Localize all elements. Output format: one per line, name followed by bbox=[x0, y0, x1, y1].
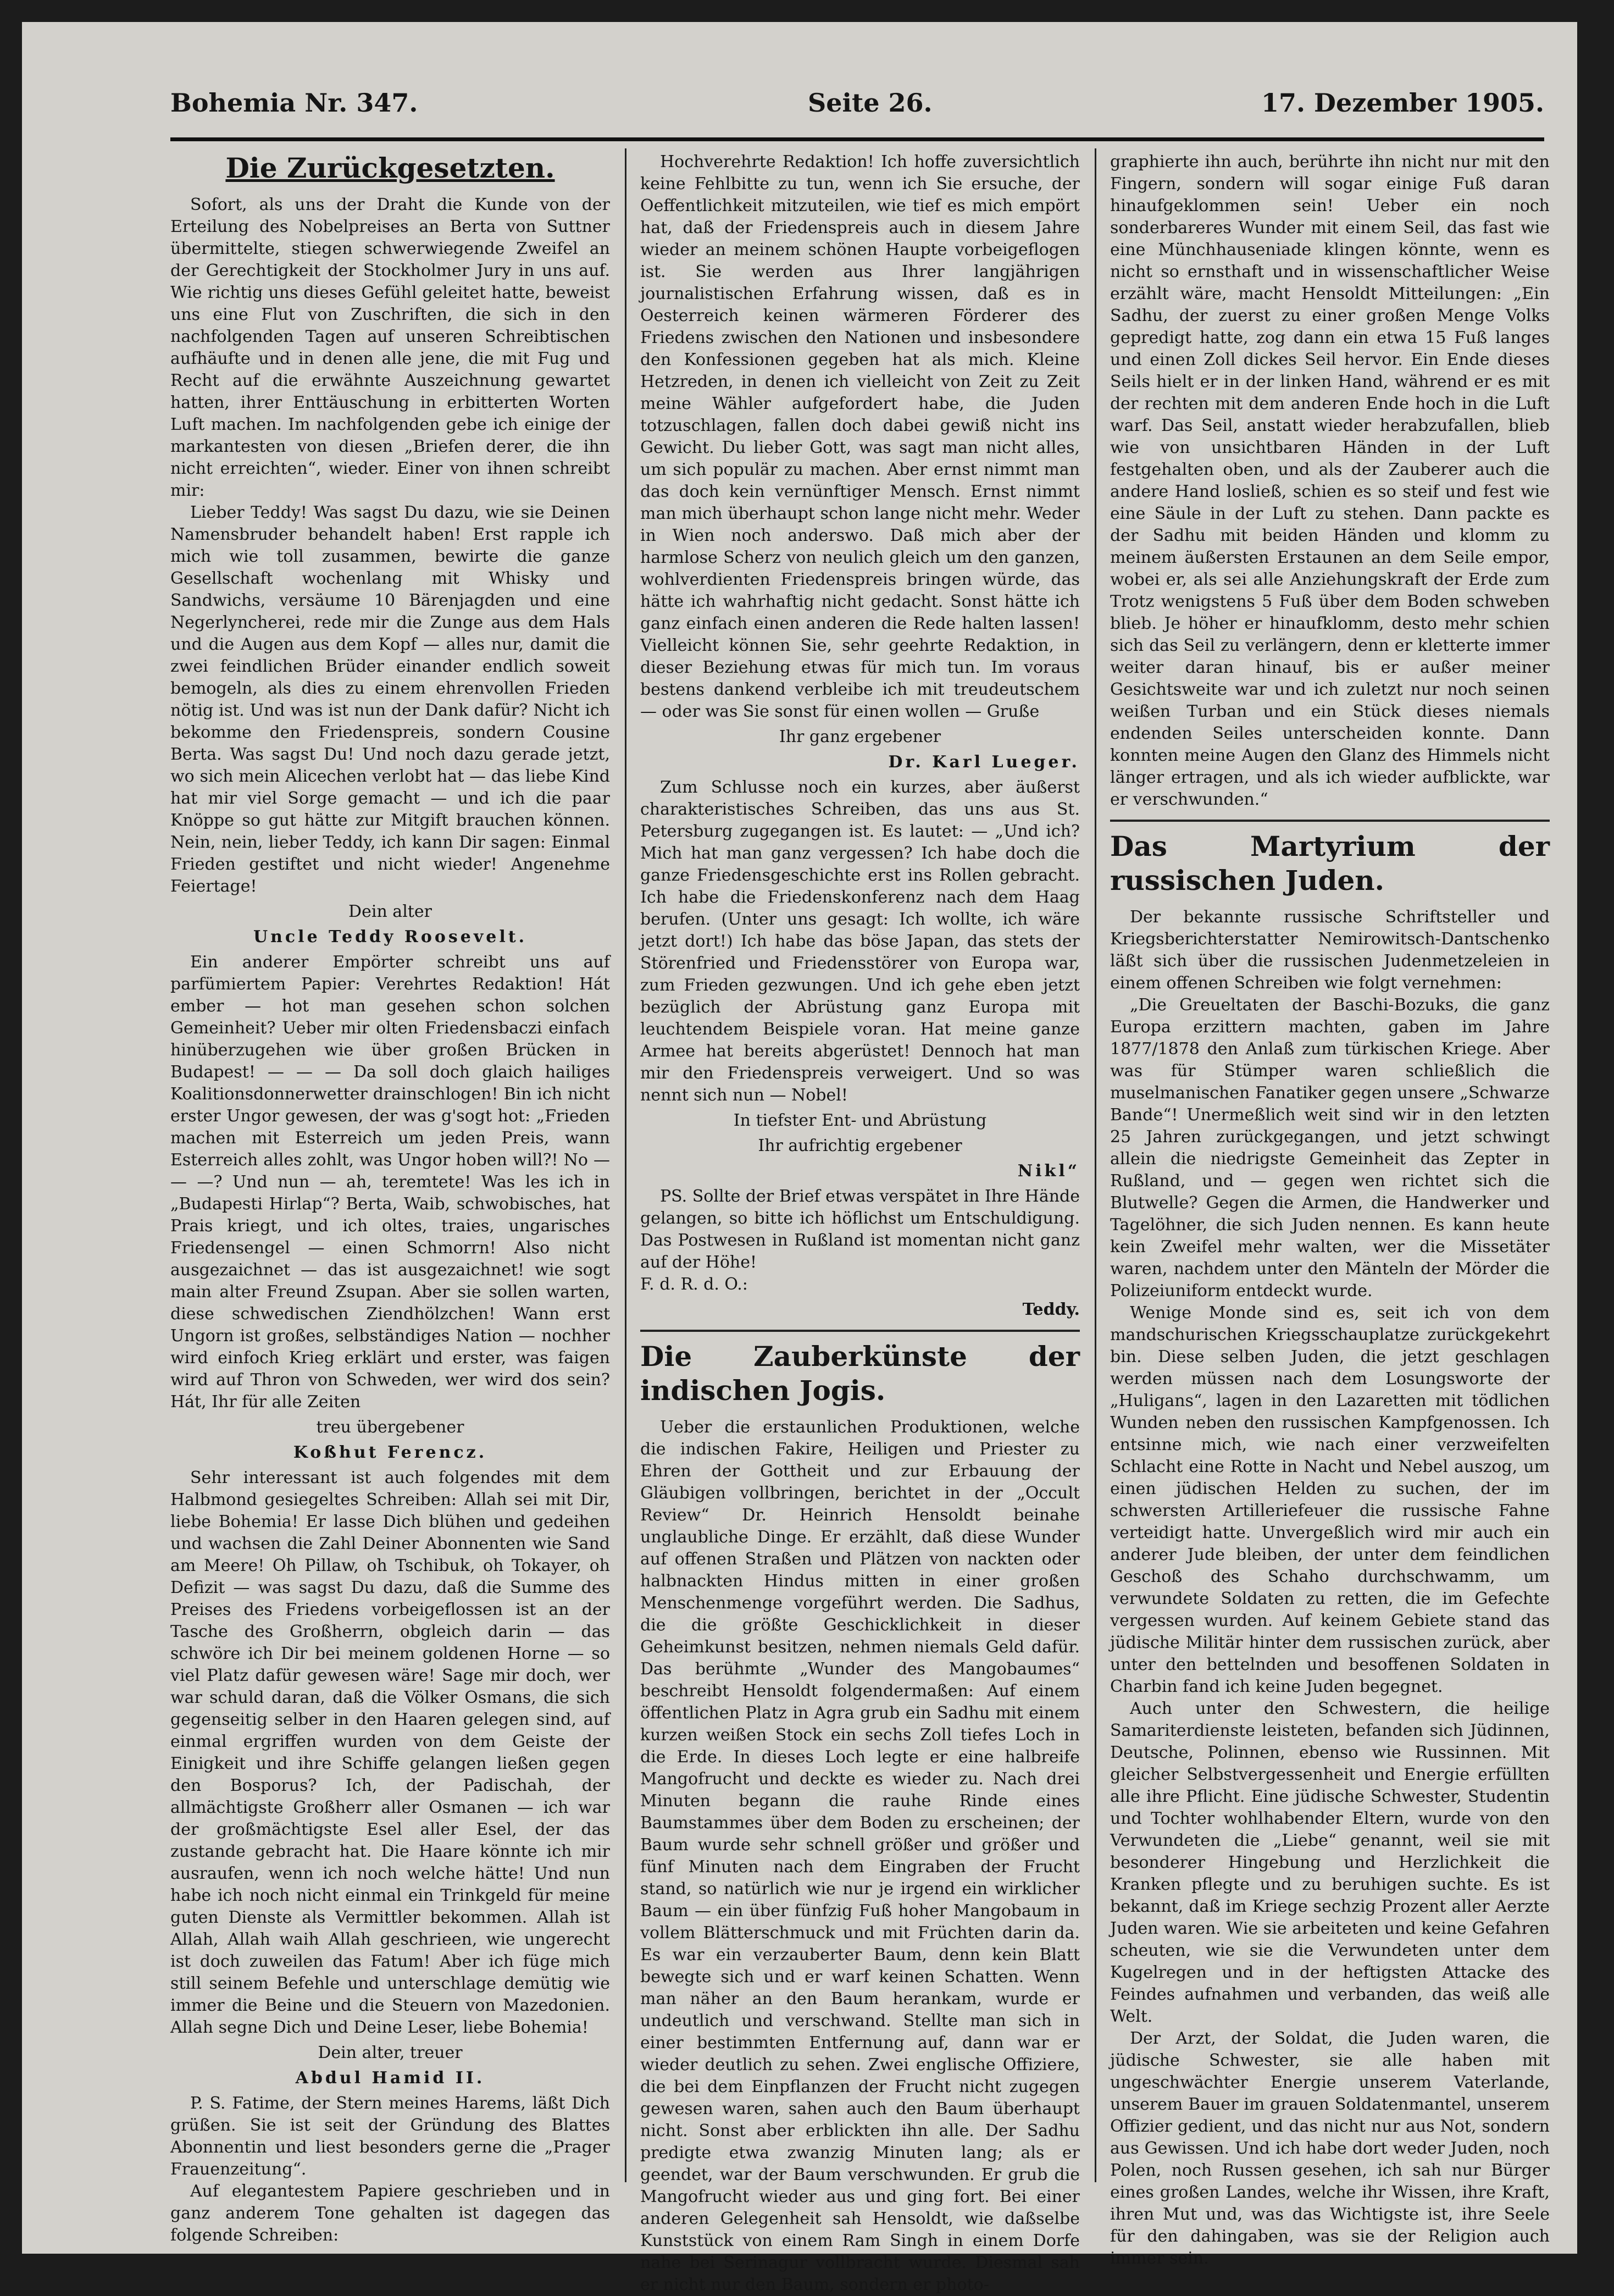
signature-name: Dr. Karl Lueger. bbox=[888, 753, 1080, 772]
column-1 bbox=[170, 151, 610, 2245]
article-title: Das Martyrium der russischen Juden. bbox=[1110, 830, 1550, 897]
transition-text: Auf elegantestem Papiere geschrieben und in ganz anderem Tone gehalten ist dagegen das folgende Schreiben: bbox=[170, 2182, 610, 2245]
article-body: Wenige Monde sind es, seit ich von dem mandschurischen Kriegsschauplatze zurückgekehrt bin. Diese selben Juden, die jetzt geschlagen werden müssen nach dem Losungsworte der „Huligans“, lagen in den Lazaretten mit tödlichen Wunden neben den russischen Kampfgenossen. Ich entsinne mich, wie nach einer verzweifelten Schlacht eine Rotte in Nacht und Nebel auszog, um einen jüdischen Helden zu suchen, der im schwersten Artilleriefeuer die russische Fahne verteidigt hatte. Unvergeßlich wird mir auch ein anderer Jude bleiben, der unter dem feindlichen Geschoß des Schaho durchschwamm, um verwundete Soldaten zu retten, die im Gefechte vergessen wurden. Auf keinem Gebiete stand das jüdische Militär hinter dem russischen zurück, aber unter den bettelnden und besoffenen Soldaten in Charbin fand ich keine Juden begegnet. bbox=[1110, 1303, 1550, 1696]
signature-name: Koßhut Ferencz. bbox=[293, 1443, 487, 1462]
section-rule bbox=[640, 1330, 1080, 1332]
header-page-number: Seite 26. bbox=[808, 88, 933, 118]
article-body: Der Arzt, der Soldat, die Juden waren, die jüdische Schwester, sie alle haben mit ungeschwächter Energie unserem Vaterlande, unserem Bauer im grauen Soldatenmantel, unserem Offizier gedient, und das nicht nur aus Not, sondern aus Gewissen. Und ich habe dort weder Juden, noch Polen, noch Russen gesehen, ich sah nur Bürger eines großen Landes, welche ihr Wissen, ihre Kraft, ihren Mut und, was das Wichtigste ist, ihre Seele für den dahingaben, was sie der Religion auch immer sein. bbox=[1110, 2029, 1550, 2268]
article-body: graphierte ihn auch, berührte ihn nicht nur mit den Fingern, sondern will sogar einige Fuß daran hinaufgeklommen sein! Ueber ein noch sonderbareres Wunder mit einem Seil, das fast wie eine Münchhauseniade klingen könnte, wenn es nicht so ernsthaft und in wissenschaftlicher Weise erzählt wäre, macht Hensoldt Mitteilungen: „Ein Sadhu, der zuerst zu einer großen Menge Volks gepredigt hatte, zog dann ein etwa 15 Fuß langes und einen Zoll dickes Seil hervor. Ein Ende dieses Seils hielt er in der linken Hand, während er es mit der rechten mit dem anderen Ende hoch in die Luft warf. Das Seil, anstatt wieder herabzufallen, blieb wie von unsichtbaren Händen in der Luft festgehalten oben, und als der Zauberer auch die andere Hand losließ, schien es so steif und fest wie eine Säule in der Luft zu stehen. Dann packte es der Sadhu mit beiden Händen und klomm zu meinem äußersten Erstaunen an dem Seile empor, wobei er, als sei alle Anziehungskraft der Erde zum Trotz wenigstens 5 Fuß über dem Boden schweben blieb. Je höher er hinaufklomm, desto mehr schien sich das Seil zu verlängern, denn er kletterte immer weiter daran hinauf, bis er außer meiner Gesichtsweite war und ich zuletzt nur noch seinen weißen Turban und ein Stück dieses niemals endenden Seiles unterscheiden konnte. Dann konnten meine Augen den Glanz des Himmels nicht länger ertragen, und als ich wieder aufblickte, war er verschwunden.“ bbox=[1110, 152, 1550, 809]
header-masthead: Bohemia Nr. 347. bbox=[170, 88, 418, 118]
signature-line: Dein alter, treuer bbox=[318, 2043, 463, 2062]
article-title: Die Zauberkünste der indischen Jogis. bbox=[640, 1340, 1080, 1407]
letter-tsar: Zum Schlusse noch ein kurzes, aber äußerst charakteristisches Schreiben, das uns aus St. Petersburg zugegangen ist. Es lautet: — „Und ich? Mich hat man ganz vergessen? Ich habe doch die ganze Friedensgeschichte erst ins Rollen gebracht. Ich habe die Friedenskonferenz nach dem Haag berufen. (Unter uns gesagt: Ich wollte, ich wäre jetzt dort!) Ich habe das böse Japan, das stets der Störenfried und Friedensstörer von Europa war, zum Frieden gezwungen. Und ich gehe eben jetzt bezüglich der Abrüstung ganz Europa mit leuchtendem Beispiele voran. Hat meine ganze Armee hat bereits abgerüstet! Dennoch hat man mir den Friedenspreis verweigert. Und so was nennt sich nun — Nobel! bbox=[640, 778, 1080, 1105]
page-header bbox=[170, 88, 1544, 126]
column-2 bbox=[640, 151, 1080, 2294]
article-body: „Die Greueltaten der Baschi-Bozuks, die ganz Europa erzittern machten, gaben im Jahre 1877/1878 den Anlaß zum türkischen Kriege. Aber was für Stümper waren schließlich die muselmanischen Fanatiker gegen unsere „Schwarze Bande“! Unermeßlich weit sind wir in den letzten 25 Jahren zurückgegangen, und jetzt schwingt allein die niedrigste Gemeinheit das Zepter in Rußland, und — gegen wen richtet sich die Blutwelle? Gegen die Armen, die Handwerker und Tagelöhner, die sich Juden nennen. Es kann heute kein Zweifel mehr walten, wer die Missetäter waren, nachdem unter den Mänteln der Mörder die Polizeiuniform entdeckt wurde. bbox=[1110, 995, 1550, 1301]
signature-line: treu übergebener bbox=[316, 1418, 464, 1437]
letter-sultan: Sehr interessant ist auch folgendes mit dem Halbmond gesiegeltes Schreiben: Allah sei mit Dir, liebe Bohemia! Er lasse Dich blühen und gedeihen und wachsen die Zahl Deiner Abonnenten wie Sand am Meere! Oh Pillaw, oh Tschibuk, oh Tokayer, oh Defizit — was sagst Du dazu, daß die Summe des Preises des Friedens vorbeigeflossen ist an der Tasche des Großherrn, obgleich darin — das schwöre ich Dir bei meinem goldenen Horne — so viel Platz dafür gewesen wäre! Sage mir doch, wer war schuld daran, daß die Völker Osmans, die sich gegenseitig selber in den Haaren gelegen sind, auf einmal ergriffen wurden von dem Geiste der Einigkeit und ihre Schiffe gelangen ließen gegen den Bosporus? Ich, der Padischah, der allmächtigste Großherr aller Osmanen — ich war der großmächtigste Esel aller Esel, der das zustande gebracht hat. Die Haare könnte ich mir ausraufen, wenn ich noch welche hätte! Und nun habe ich noch nicht einmal ein Trinkgeld für meine guten Dienste als Vermittler bekommen. Allah ist Allah, Allah waih Allah geschrieen, wie ungerecht ist doch zuweilen das Fatum! Aber ich füge mich still seinem Befehle und unterschlage demütig wie immer die Beine und die Steuern von Mazedonien. Allah segne Dich und Deine Leser, liebe Bohemia! bbox=[170, 1468, 610, 2037]
closing-line: F. d. R. d. O.: bbox=[640, 1275, 748, 1294]
signature-line: Ihr ganz ergebener bbox=[779, 727, 941, 746]
postscript: PS. Sollte der Brief etwas verspätet in Ihre Hände gelangen, so bitte ich höflichst um Entschuldigung. Das Postwesen in Rußland ist momentan nicht ganz auf der Höhe! bbox=[640, 1187, 1080, 1272]
signature-name: Nikl“ bbox=[1017, 1161, 1080, 1181]
article-body: Auch unter den Schwestern, die heilige Samariterdienste leisteten, befanden sich Jüdinnen, Deutsche, Polinnen, ebenso wie Russinnen. Mit gleicher Selbstvergessenheit und Energie erfüllten alle ihre Pflicht. Eine jüdische Schwester, Studentin und Tochter wohlhabender Eltern, wurde von den Verwundeten die „Liebe“ genannt, weil sie mit besonderer Hingebung und Herzlichkeit die Kranken pflegte und zu beruhigen suchte. Es ist bekannt, daß im Kriege sechzig Prozent aller Aerzte Juden waren. Wie sie arbeiteten und keine Gefahren scheuten, wie sie die Verwundeten unter dem Kugelregen und in der heftigsten Attacke des Feindes aufnahmen und verbanden, das weiß alle Welt. bbox=[1110, 1699, 1550, 2026]
column-divider bbox=[625, 148, 626, 2182]
article-intro: Sofort, als uns der Draht die Kunde von der Erteilung des Nobelpreises an Berta von Suttner übermittelte, stiegen schwerwiegende Zweifel an der Gerechtigkeit der Stockholmer Jury in uns auf. Wie richtig uns dieses Gefühl geleitet hatte, beweist uns eine Flut von Zuschriften, die sich in den nachfolgenden Tagen auf unseren Schreibtischen aufhäufte und in denen alle jene, die mit Fug und Recht auf die erwähnte Auszeichnung gewartet hatten, ihrer Enttäuschung in erbitterten Worten Luft machen. Im nachfolgenden gebe ich einige der markantesten von diesen „Briefen derer, die ihn nicht erreichten“, wieder. Einer von ihnen schreibt mir: bbox=[170, 195, 610, 500]
article-body: Ueber die erstaunlichen Produktionen, welche die indischen Fakire, Heiligen und Priester zu Ehren der Gottheit und zur Erbauung der Gläubigen vollbringen, berichtet in der „Occult Review“ Dr. Heinrich Hensoldt beinahe unglaubliche Dinge. Er erzählt, daß diese Wunder auf offenen Straßen und Plätzen von nackten oder halbnackten Hindus mitten in einer großen Menschenmenge vorgeführt werden. Die Sadhus, die die größte Geschicklichkeit in dieser Geheimkunst besitzen, nehmen niemals Geld dafür. Das berühmte „Wunder des Mangobaumes“ beschreibt Hensoldt folgendermaßen: Auf einem öffentlichen Platz in Agra grub ein Sadhu mit einem kurzen weißen Stock ein sechs Zoll tiefes Loch in die Erde. In dieses Loch legte er eine halbreife Mangofrucht und deckte es wieder zu. Nach drei Minuten begann die rauhe Rinde eines Baumstammes über dem Boden zu erscheinen; der Baum wurde sehr schnell größer und größer und fünf Minuten nach dem Eingraben der Frucht stand, so natürlich wie nur je irgend ein wirklicher Baum — ein über fünfzig Fuß hoher Mangobaum in vollem Blätterschmuck und mit Früchten darin da. Es war ein verzauberter Baum, denn kein Blatt bewegte sich und er warf keinen Schatten. Wenn man näher an den Baum herankam, wurde er undeutlich und verschwand. Stellte man sich in einer bestimmten Entfernung auf, dann war er wieder deutlich zu sehen. Zwei englische Offiziere, die bei dem Einpflanzen der Frucht nicht zugegen gewesen waren, sahen auch den Baum überhaupt nicht. Sonst aber erblickten ihn alle. Der Sadhu predigte etwa zwanzig Minuten lang; als er geendet, war der Baum verschwunden. Er grub die Mangofrucht wieder aus und ging fort. Bei einer anderen Gelegenheit sah Hensoldt, wie daßselbe Kunststück von einem Ram Singh in einem Dorfe nahe bei Serinagur vollbracht wurde. Diesmal sah er nicht nur den Baum, sondern er photo- bbox=[640, 1418, 1080, 2294]
header-date: 17. Dezember 1905. bbox=[1261, 88, 1544, 118]
letter-teddy: Lieber Teddy! Was sagst Du dazu, wie sie Deinen Namensbruder behandelt haben! Erst rapple ich mich wie toll zusammen, bewirte die ganze Gesellschaft wochenlang mit Whisky und Sandwichs, versäume 10 Bärenjagden und eine Negerlyncherei, rede mir die Zunge aus dem Hals und die Augen aus dem Kopf — alles nur, damit die zwei feindlichen Brüder einander endlich soweit bemogeln, als dies zu einem ehrenvollen Frieden nötig ist. Und was ist nun der Dank dafür? Nicht ich bekomme den Friedenspreis, sondern Cousine Berta. Was sagst Du! Und noch dazu gerade jetzt, wo sich mein Alicechen verlobt hat — das liebe Kind hat mir viel Sorge gemacht — und ich die paar Knöppe so gut hätte zur Mitgift brauchen können. Nein, nein, lieber Teddy, ich kann Dir sagen: Einmal Frieden gestiftet und nicht wieder! Angenehme Feiertage! bbox=[170, 503, 610, 896]
postscript: P. S. Fatime, der Stern meines Harems, läßt Dich grüßen. Sie ist seit der Gründung des Blattes Abonnentin und liest besonders gerne die „Prager Frauenzeitung“. bbox=[170, 2094, 610, 2179]
column-divider bbox=[1095, 148, 1096, 2182]
newspaper-page bbox=[22, 22, 1577, 2294]
signature-line: Ihr aufrichtig ergebener bbox=[758, 1136, 962, 1155]
signature-line: Dein alter bbox=[348, 902, 432, 921]
signature-name: Uncle Teddy Roosevelt. bbox=[253, 927, 528, 947]
signature-line: In tiefster Ent- und Abrüstung bbox=[733, 1111, 987, 1130]
letter-kossuth: Ein anderer Empörter schreibt uns auf parfümiertem Papier: Verehrtes Redaktion! Hát ember — hot man gesehen schon solchen Gemeinheit? Ueber mir olten Friedensbaczi einfach hinüberzugehen wie über großen Brücken in Budapest! — — — Da soll doch glaich hailiges Koalitionsdonnerwetter drainschlogen! Bin ich nicht erster Ungor gewesen, der was g'sogt hot: „Frieden machen mit Esterreich um jeden Preis, wann Esterreich alles zohlt, was Ungor hoben will?! No — — —? Und nun — ah, teremtete! Was les ich in „Budapesti Hirlap“? Berta, Waib, schwobisches, hat Prais kriegt, und ich oltes, traies, ungarisches Friedensengel — einen Schmorrn! Also nicht ausgezaichnet — das ist ausgezaichnet! wie sogt main alter Freund Zsupan. Aber sie sollen warten, diese schwedischen Ziendhölzchen! Wann erst Ungorn ist großes, selbständiges Nation — nochher wird einfoch Krieg erklärt und erster, was faigen wird auf Thron von Schweden, wer wird dos sein? Hát, Ihr für alle Zeiten bbox=[170, 953, 610, 1412]
letter-lueger: Hochverehrte Redaktion! Ich hoffe zuversichtlich keine Fehlbitte zu tun, wenn ich Sie ersuche, der Oeffentlichkeit mitzuteilen, wie tief es mich empört hat, daß der Friedenspreis auch in diesem Jahre wieder an meinem schönen Haupte vorbeigeflogen ist. Sie werden aus Ihrer langjährigen journalistischen Erfahrung wissen, daß es in Oesterreich keinen wärmeren Förderer des Friedens zwischen den Nationen und insbesondere den Konfessionen gegeben hat als mich. Kleine Hetzreden, in denen ich vielleicht von Zeit zu Zeit meine Wähler aufgefordert habe, die Juden totzuschlagen, fallen doch dabei gewiß nicht ins Gewicht. Du lieber Gott, was sagt man nicht alles, um sich populär zu machen. Aber ernst nimmt man das doch kein vernünftiger Mensch. Ernst nimmt man mich überhaupt schon lange nicht mehr. Weder in Wien noch anderswo. Daß mich aber der harmlose Scherz von neulich gleich um den ganzen, wohlverdienten Friedenspreis bringen würde, das hätte ich wahrhaftig nicht gedacht. Sonst hätte ich ganz einfach einen anderen die Rede halten lassen! Vielleicht können Sie, sehr geehrte Redaktion, in dieser Beziehung etwas für mich tun. Im voraus bestens dankend verbleibe ich mit treudeutschem — oder was Sie sonst für einen wollen — Gruße bbox=[640, 152, 1080, 721]
section-rule bbox=[1110, 820, 1550, 822]
header-rule bbox=[170, 137, 1544, 141]
column-3 bbox=[1110, 151, 1550, 2268]
closing-signature: Teddy. bbox=[1022, 1300, 1080, 1319]
signature-name: Abdul Hamid II. bbox=[295, 2068, 485, 2088]
article-title: Die Zurückgesetzten. bbox=[225, 152, 555, 184]
article-body: Der bekannte russische Schriftsteller und Kriegsberichterstatter Nemirowitsch-Dantschenko läßt sich über die russischen Judenmetzeleien in einem offenen Schreiben wie folgt vernehmen: bbox=[1110, 908, 1550, 993]
